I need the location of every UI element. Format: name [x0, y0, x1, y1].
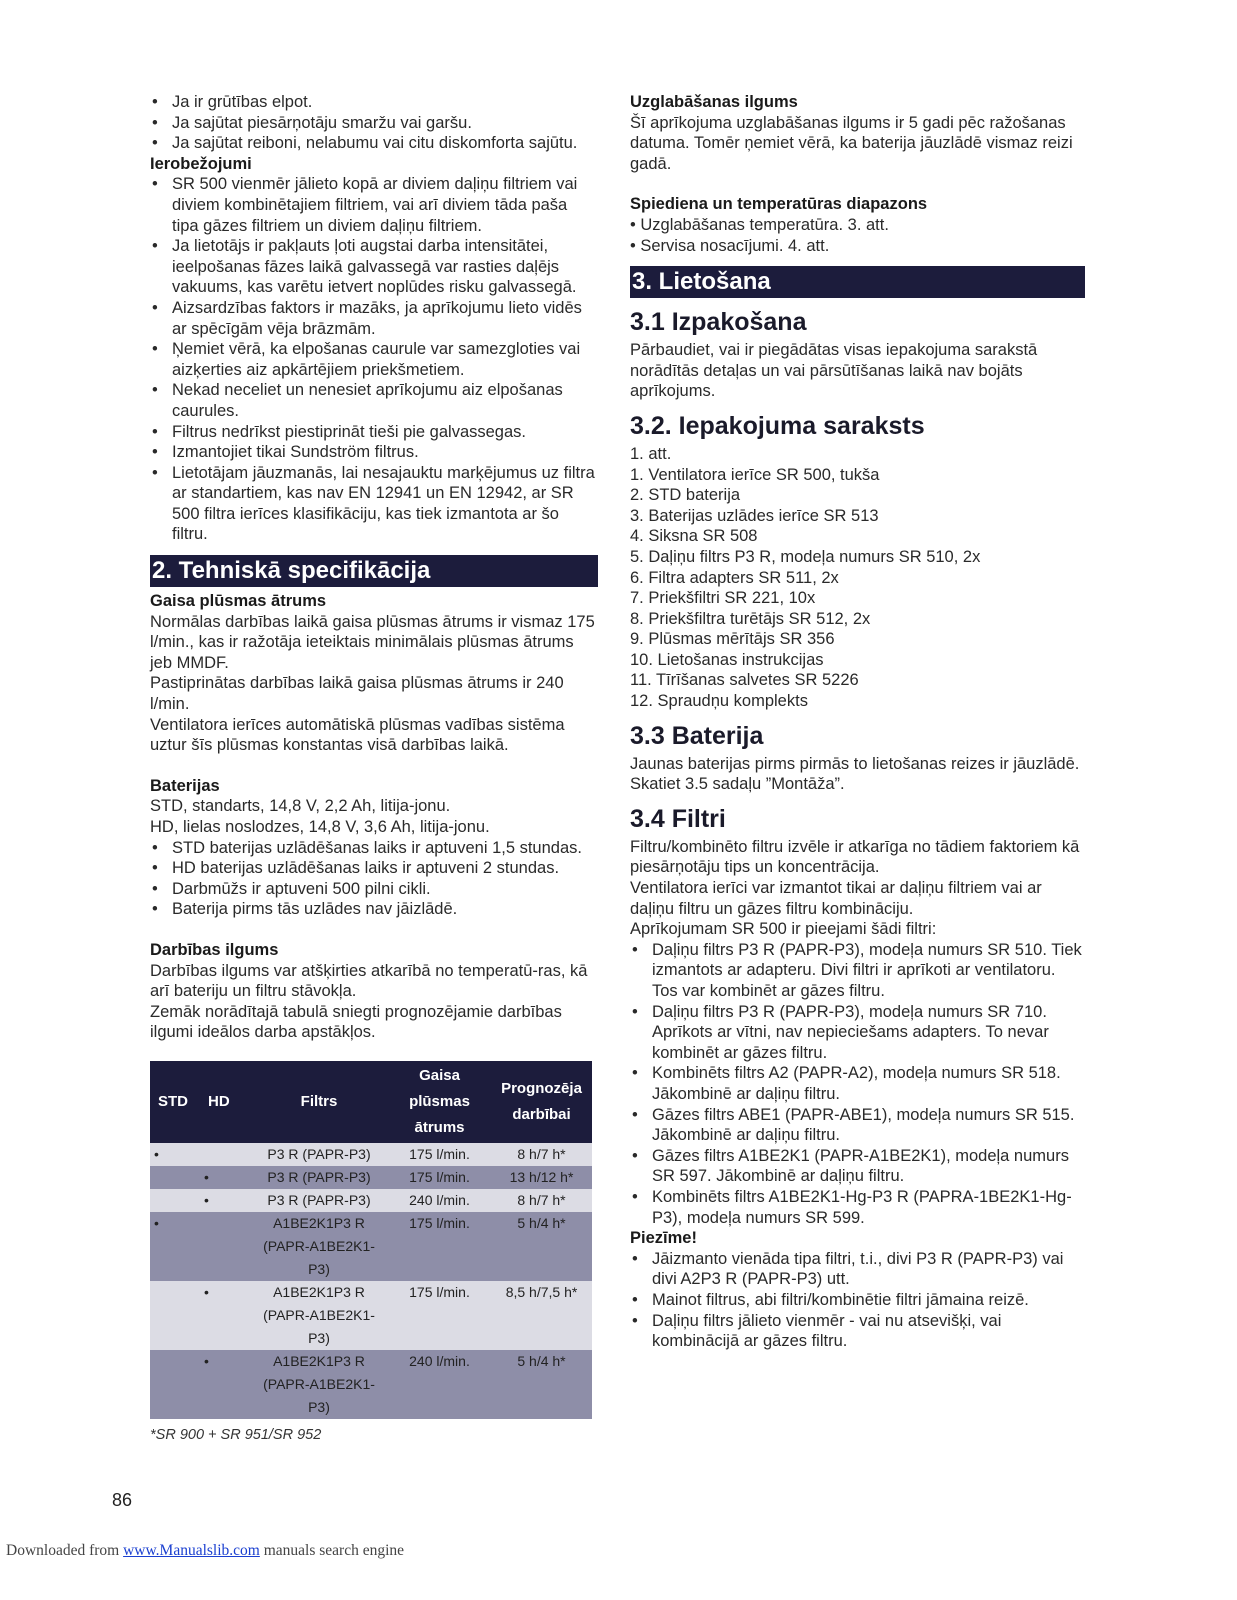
header-std: STD [150, 1061, 200, 1143]
list-item: 11. Tīrīšanas salvetes SR 5226 [630, 671, 859, 690]
cell-flow: 175 l/min. [388, 1212, 491, 1281]
list-item: • Ja lietotājs ir pakļauts ļoti augstai darba intensitātei, ieelpošanas fāzes laikā galvassegā var rasties daļējs vakuums, kas varētu ietvert noplūdes risku galvassegā. [150, 236, 598, 298]
table-row [150, 1212, 592, 1281]
list-item: 7. Priekšfiltri SR 221, 10x [630, 589, 816, 608]
list-item: • Servisa nosacījumi. 4. att. [630, 236, 830, 255]
list-item: 1. att. [630, 444, 672, 463]
limits-list [150, 174, 598, 545]
cell-std [150, 1350, 200, 1419]
list-item: • SR 500 vienmēr jālieto kopā ar diviem daļiņu filtriem vai diviem kombinētajiem filtriem, vai arī diviem tāda paša tipa gāzes filtriem un diviem daļiņu filtriem. [150, 174, 598, 236]
cell-std [150, 1281, 200, 1350]
limits-heading: Ierobežojumi [150, 154, 252, 173]
cell-std [150, 1189, 200, 1212]
cell-hd: • [200, 1350, 250, 1419]
duration-paragraph: Darbības ilgums var atšķirties atkarībā no temperatū-ras, kā arī bateriju un filtru stāvokļa. [150, 961, 588, 1001]
table-row [150, 1281, 592, 1350]
cell-filter: P3 R (PAPR-P3) [250, 1189, 388, 1212]
list-item: 8. Priekšfiltra turētājs SR 512, 2x [630, 609, 871, 628]
list-item: • Mainot filtrus, abi filtri/kombinētie filtri jāmaina reizē. [630, 1290, 1085, 1311]
battery-list [150, 838, 598, 920]
list-item: • Baterija pirms tās uzlādes nav jāizlādē. [150, 899, 598, 920]
list-item: 2. STD baterija [630, 486, 741, 505]
unpacking-paragraph: Pārbaudiet, vai ir piegādātas visas iepakojuma sarakstā norādītās detaļas un vai pārsūtīšanas laikā nav bojāts aprīkojums. [630, 341, 1038, 401]
cell-hd: • [200, 1189, 250, 1212]
list-item: • Lietotājam jāuzmanās, lai nesajauktu marķējumus uz filtra ar standartiem, kas nav EN 12941 un EN 12942, ar SR 500 filtra ierīces klasifikāciju, kas tiek izmantota ar šo filtru. [150, 463, 598, 545]
cell-time: 5 h/4 h* [491, 1350, 592, 1419]
list-item: • Kombinēts filtrs A1BE2K1-Hg-P3 R (PAPRA-1BE2K1-Hg-P3), modeļa numurs SR 599. [630, 1187, 1085, 1228]
cell-filter: A1BE2K1P3 R (PAPR-A1BE2K1-P3) [250, 1281, 388, 1350]
section-2-title: 2. Tehniskā specifikācija [150, 555, 598, 587]
duration-paragraph: Zemāk norādītajā tabulā sniegti prognozējamie darbības ilgumi ideālos darba apstākļos. [150, 1002, 562, 1042]
download-footer [6, 1542, 404, 1560]
list-item: • Kombinēts filtrs A2 (PAPR-A2), modeļa numurs SR 518. Jākombinē ar daļiņu filtru. [630, 1063, 1085, 1104]
airflow-paragraph: Pastiprinātas darbības laikā gaisa plūsmas ātrums ir 240 l/min. [150, 674, 564, 714]
list-item: • Ja sajūtat piesārņotāju smaržu vai garšu. [150, 113, 598, 134]
cell-filter: P3 R (PAPR-P3) [250, 1166, 388, 1189]
list-item: • STD baterijas uzlādēšanas laiks ir aptuveni 1,5 stundas. [150, 838, 598, 859]
filters-paragraph: Aprīkojumam SR 500 ir pieejami šādi filtri: [630, 920, 937, 939]
header-flow: Gaisa plūsmas ātrums [388, 1061, 491, 1143]
table-row [150, 1350, 592, 1419]
airflow-paragraph: Ventilatora ierīces automātiskā plūsmas vadības sistēma uztur šīs plūsmas konstantas visā darbības laikā. [150, 715, 565, 755]
pressure-list [630, 215, 1085, 256]
list-item: • Daļiņu filtrs P3 R (PAPR-P3), modeļa numurs SR 510. Tiek izmantots ar adapteru. Divi filtri ir aprīkoti ar ventilatoru. Tos var kombinēt ar gāzes filtru. [630, 940, 1085, 1002]
cell-time: 8,5 h/7,5 h* [491, 1281, 592, 1350]
storage-paragraph: Šī aprīkojuma uzglabāšanas ilgums ir 5 gadi pēc ražošanas datuma. Tomēr ņemiet vērā, ka baterija jāuzlādē vismaz reizi gadā. [630, 113, 1073, 173]
header-filter: Filtrs [250, 1061, 388, 1143]
symptom-list [150, 92, 598, 154]
right-column [630, 92, 1085, 1352]
list-item: • Jāizmanto vienāda tipa filtri, t.i., divi P3 R (PAPR-P3) vai divi A2P3 R (PAPR-P3) utt. [630, 1249, 1085, 1290]
list-item: • Ja sajūtat reiboni, nelabumu vai citu diskomforta sajūtu. [150, 133, 598, 154]
storage-heading: Uzglabāšanas ilgums [630, 93, 798, 111]
list-item: • Darbmūžs ir aptuveni 500 pilni cikli. [150, 879, 598, 900]
operating-time-table [150, 1061, 592, 1419]
airflow-paragraph: Normālas darbības laikā gaisa plūsmas ātrums ir vismaz 175 l/min., kas ir ražotāja ieteiktais minimālais plūsmas ātrums jeb MMDF. [150, 612, 595, 672]
cell-time: 5 h/4 h* [491, 1212, 592, 1281]
cell-hd: • [200, 1281, 250, 1350]
section-3-2-title: 3.2. Iepakojuma saraksts [630, 411, 925, 440]
left-column [150, 92, 598, 1445]
cell-hd [200, 1212, 250, 1281]
list-item: 3. Baterijas uzlādes ierīce SR 513 [630, 506, 879, 525]
list-item: 12. Spraudņu komplekts [630, 692, 808, 711]
filters-list [630, 940, 1085, 1228]
cell-flow: 240 l/min. [388, 1350, 491, 1419]
cell-filter: P3 R (PAPR-P3) [250, 1143, 388, 1166]
cell-filter: A1BE2K1P3 R (PAPR-A1BE2K1-P3) [250, 1212, 388, 1281]
packing-list [630, 444, 1085, 712]
list-item: • Izmantojiet tikai Sundström filtrus. [150, 442, 598, 463]
battery-paragraph: Jaunas baterijas pirms pirmās to lietošanas reizes ir jāuzlādē. Skatiet 3.5 sadaļu ”Montāža”. [630, 754, 1080, 794]
list-item: • Ņemiet vērā, ka elpošanas caurule var samezgloties vai aizķerties aiz apkārtējiem priekšmetiem. [150, 339, 598, 380]
list-item: 9. Plūsmas mērītājs SR 356 [630, 630, 835, 649]
cell-flow: 175 l/min. [388, 1143, 491, 1166]
cell-time: 13 h/12 h* [491, 1166, 592, 1189]
list-item: 4. Siksna SR 508 [630, 527, 758, 546]
list-item: • Nekad neceliet un nenesiet aprīkojumu aiz elpošanas caurules. [150, 380, 598, 421]
note-heading: Piezīme! [630, 1229, 697, 1248]
cell-filter: A1BE2K1P3 R (PAPR-A1BE2K1-P3) [250, 1350, 388, 1419]
section-3-4-title: 3.4 Filtri [630, 804, 726, 833]
list-item: • Gāzes filtrs A1BE2K1 (PAPR-A1BE2K1), modeļa numurs SR 597. Jākombinē ar daļiņu filtru. [630, 1146, 1085, 1187]
filters-paragraph: Filtru/kombinēto filtru izvēle ir atkarīga no tādiem faktoriem kā piesārņotāju tips un koncentrācija. [630, 837, 1080, 877]
list-item: • Gāzes filtrs ABE1 (PAPR-ABE1), modeļa numurs SR 515. Jākombinē ar daļiņu filtru. [630, 1105, 1085, 1146]
pressure-heading: Spiediena un temperatūras diapazons [630, 195, 928, 214]
duration-heading: Darbības ilgums [150, 940, 279, 959]
table-footnote: *SR 900 + SR 951/SR 952 [150, 1426, 322, 1443]
section-3-title: 3. Lietošana [630, 266, 1085, 298]
list-item: • Daļiņu filtrs P3 R (PAPR-P3), modeļa numurs SR 710. Aprīkots ar vītni, nav nepieciešams adapters. To nevar kombinēt ar gāzes filtru. [630, 1002, 1085, 1064]
cell-time: 8 h/7 h* [491, 1143, 592, 1166]
cell-hd [200, 1143, 250, 1166]
battery-hd: HD, lielas noslodzes, 14,8 V, 3,6 Ah, litija-jonu. [150, 818, 490, 836]
manualslib-link[interactable]: www.Manualslib.com [123, 1542, 260, 1559]
list-item: • Aizsardzības faktors ir mazāks, ja aprīkojumu lieto vidēs ar spēcīgām vēja brāzmām. [150, 298, 598, 339]
footer-prefix: Downloaded from [6, 1542, 124, 1559]
airflow-heading: Gaisa plūsmas ātrums [150, 592, 327, 611]
table-row [150, 1143, 592, 1166]
note-list [630, 1249, 1085, 1352]
header-hd: HD [200, 1061, 250, 1143]
list-item: • HD baterijas uzlādēšanas laiks ir aptuveni 2 stundas. [150, 858, 598, 879]
page-number: 86 [112, 1490, 133, 1510]
cell-std: • [150, 1212, 200, 1281]
list-item: • Daļiņu filtrs jālieto vienmēr - vai nu atsevišķi, vai kombinācijā ar gāzes filtru. [630, 1311, 1085, 1352]
list-item: • Uzglabāšanas temperatūra. 3. att. [630, 215, 889, 234]
cell-flow: 175 l/min. [388, 1281, 491, 1350]
battery-heading: Baterijas [150, 776, 220, 795]
battery-std: STD, standarts, 14,8 V, 2,2 Ah, litija-jonu. [150, 797, 451, 816]
table-header-row [150, 1061, 592, 1143]
cell-flow: 240 l/min. [388, 1189, 491, 1212]
list-item: • Filtrus nedrīkst piestiprināt tieši pie galvassegas. [150, 422, 598, 443]
footer-suffix: manuals search engine [259, 1542, 405, 1559]
table-row [150, 1166, 592, 1189]
list-item: 6. Filtra adapters SR 511, 2x [630, 568, 839, 587]
section-3-3-title: 3.3 Baterija [630, 721, 764, 750]
section-3-1-title: 3.1 Izpakošana [630, 308, 807, 337]
cell-std [150, 1166, 200, 1189]
cell-hd: • [200, 1166, 250, 1189]
filters-paragraph: Ventilatora ierīci var izmantot tikai ar daļiņu filtriem vai ar daļiņu filtru un gāzes filtru kombināciju. [630, 879, 1042, 918]
list-item: 5. Daļiņu filtrs P3 R, modeļa numurs SR 510, 2x [630, 547, 981, 566]
cell-time: 8 h/7 h* [491, 1189, 592, 1212]
list-item: 1. Ventilatora ierīce SR 500, tukša [630, 465, 880, 484]
header-time: Prognozēja darbībai [491, 1061, 592, 1143]
cell-std: • [150, 1143, 200, 1166]
table-row [150, 1189, 592, 1212]
list-item: 10. Lietošanas instrukcijas [630, 650, 824, 669]
list-item: • Ja ir grūtības elpot. [150, 92, 598, 113]
cell-flow: 175 l/min. [388, 1166, 491, 1189]
